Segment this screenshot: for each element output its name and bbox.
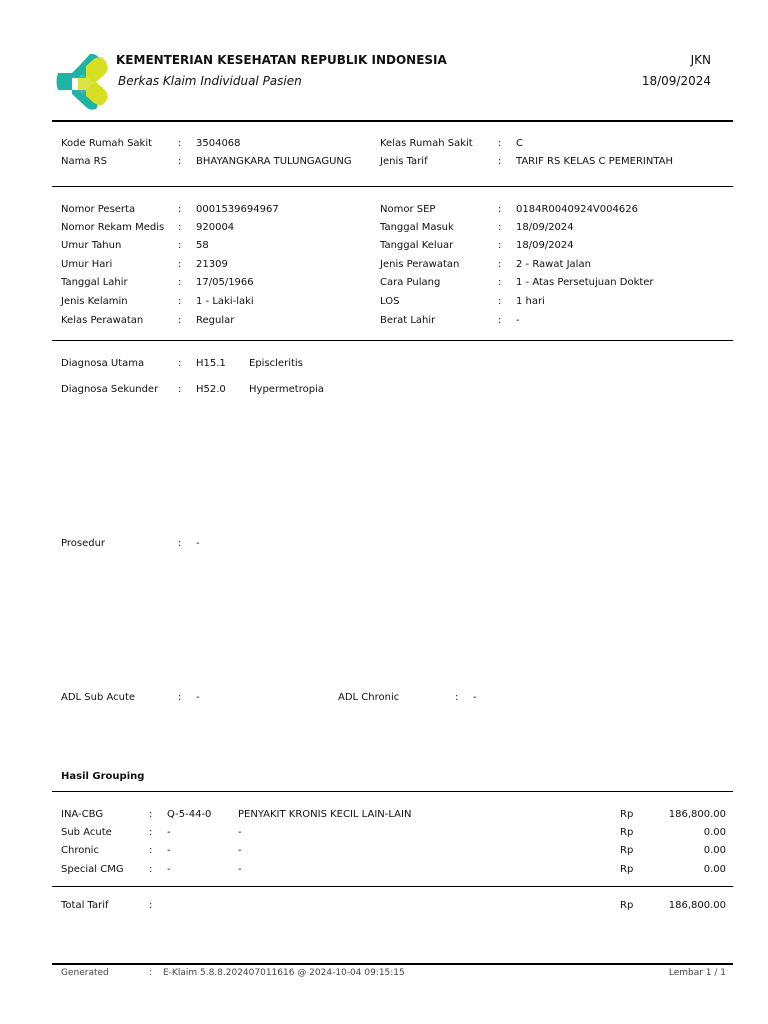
- pasien-label: Tanggal Keluar: [380, 240, 454, 251]
- diagnosa-sekunder-desc: Hypermetropia: [249, 384, 324, 395]
- colon: :: [455, 692, 459, 703]
- pasien-value: 0184R0040924V004626: [516, 204, 638, 215]
- pasien-value: 0001539694967: [196, 204, 279, 215]
- grouping-row-amount: 0.00: [703, 864, 726, 875]
- grouping-row-code: -: [167, 845, 171, 856]
- kelas-rs-label: Kelas Rumah Sakit: [380, 138, 473, 149]
- grouping-row-desc: -: [238, 827, 242, 838]
- pasien-label: Nomor Rekam Medis: [61, 222, 165, 233]
- colon: :: [498, 296, 502, 307]
- footer-divider: [52, 963, 733, 965]
- kode-rs-label: Kode Rumah Sakit: [61, 138, 153, 149]
- generated-value: E-Klaim 5.8.8.202407011616 @ 2024-10-04 09:15:15: [163, 968, 405, 978]
- grouping-row-code: -: [167, 827, 171, 838]
- prosedur-value: -: [196, 538, 200, 549]
- colon: :: [498, 277, 502, 288]
- pasien-value: 21309: [196, 259, 228, 270]
- header-divider: [52, 120, 733, 122]
- grouping-row-desc: PENYAKIT KRONIS KECIL LAIN-LAIN: [238, 809, 412, 820]
- program-label: JKN: [690, 53, 711, 67]
- pasien-label: Tanggal Lahir: [61, 277, 128, 288]
- colon: :: [149, 864, 153, 875]
- grouping-row-currency: Rp: [620, 809, 634, 820]
- diagnosa-sekunder-label: Diagnosa Sekunder: [61, 384, 159, 395]
- pasien-label: Tanggal Masuk: [380, 222, 454, 233]
- pasien-value: 18/09/2024: [516, 222, 574, 233]
- pasien-label: Umur Hari: [61, 259, 113, 270]
- colon: :: [178, 277, 182, 288]
- page-number: Lembar 1 / 1: [668, 968, 726, 978]
- colon: :: [178, 156, 182, 167]
- pasien-value: 18/09/2024: [516, 240, 574, 251]
- jenis-tarif-value: TARIF RS KELAS C PEMERINTAH: [516, 156, 674, 167]
- pasien-label: Berat Lahir: [380, 315, 436, 326]
- colon: :: [498, 259, 502, 270]
- pasien-value: 1 - Laki-laki: [196, 296, 254, 307]
- pasien-value: 920004: [196, 222, 235, 233]
- pasien-value: 17/05/1966: [196, 277, 254, 288]
- colon: :: [149, 827, 153, 838]
- nama-rs-label: Nama RS: [61, 156, 107, 167]
- pasien-value: 1 hari: [516, 296, 545, 307]
- pasien-value: 1 - Atas Persetujuan Dokter: [516, 277, 654, 288]
- pasien-value: -: [516, 315, 520, 326]
- document-date: 18/09/2024: [641, 74, 711, 88]
- colon: :: [178, 358, 182, 369]
- colon: :: [178, 538, 182, 549]
- colon: :: [498, 156, 502, 167]
- grouping-row-amount: 186,800.00: [668, 809, 726, 820]
- generated-label: Generated: [61, 968, 109, 978]
- colon: :: [178, 692, 182, 703]
- colon: :: [178, 259, 182, 270]
- jenis-tarif-label: Jenis Tarif: [380, 156, 428, 167]
- colon: :: [149, 968, 153, 978]
- colon: :: [178, 240, 182, 251]
- colon: :: [178, 296, 182, 307]
- pasien-label: Cara Pulang: [380, 277, 441, 288]
- grouping-row-label: Special CMG: [61, 864, 124, 875]
- prosedur-label: Prosedur: [61, 538, 106, 549]
- colon: :: [178, 138, 182, 149]
- pasien-label: Jenis Kelamin: [61, 296, 128, 307]
- total-tarif-amount: 186,800.00: [668, 900, 726, 911]
- grouping-row-currency: Rp: [620, 864, 634, 875]
- pasien-value: 2 - Rawat Jalan: [516, 259, 591, 270]
- kode-rs-value: 3504068: [196, 138, 241, 149]
- adl-chronic-label: ADL Chronic: [338, 692, 400, 703]
- pasien-label: Kelas Perawatan: [61, 315, 144, 326]
- colon: :: [498, 204, 502, 215]
- grouping-row-amount: 0.00: [703, 845, 726, 856]
- grouping-row-amount: 0.00: [703, 827, 726, 838]
- colon: :: [498, 138, 502, 149]
- pasien-value: Regular: [196, 315, 235, 326]
- diagnosa-utama-label: Diagnosa Utama: [61, 358, 145, 369]
- diagnosa-sekunder-code: H52.0: [196, 384, 226, 395]
- total-tarif-currency: Rp: [620, 900, 634, 911]
- colon: :: [498, 240, 502, 251]
- colon: :: [178, 384, 182, 395]
- section-divider: [52, 340, 733, 341]
- colon: :: [498, 222, 502, 233]
- colon: :: [178, 315, 182, 326]
- colon: :: [178, 204, 182, 215]
- adl-sub-acute-value: -: [196, 692, 200, 703]
- grouping-row-desc: -: [238, 864, 242, 875]
- adl-sub-acute-label: ADL Sub Acute: [61, 692, 136, 703]
- colon: :: [149, 845, 153, 856]
- ministry-title: KEMENTERIAN KESEHATAN REPUBLIK INDONESIA: [116, 53, 447, 67]
- kelas-rs-value: C: [516, 138, 523, 149]
- pasien-label: Jenis Perawatan: [380, 259, 460, 270]
- grouping-row-desc: -: [238, 845, 242, 856]
- pasien-value: 58: [196, 240, 209, 251]
- grouping-row-code: -: [167, 864, 171, 875]
- pasien-label: Nomor SEP: [380, 204, 436, 215]
- section-divider: [52, 186, 733, 187]
- pasien-label: Umur Tahun: [61, 240, 122, 251]
- section-divider: [52, 791, 733, 792]
- grouping-title: Hasil Grouping: [61, 771, 145, 782]
- colon: :: [149, 809, 153, 820]
- grouping-row-label: Chronic: [61, 845, 99, 856]
- kemenkes-logo: [52, 50, 114, 112]
- grouping-row-currency: Rp: [620, 845, 634, 856]
- pasien-label: LOS: [380, 296, 400, 307]
- colon: :: [498, 315, 502, 326]
- grouping-row-currency: Rp: [620, 827, 634, 838]
- colon: :: [149, 900, 153, 911]
- grouping-row-label: INA-CBG: [61, 809, 104, 820]
- grouping-row-code: Q-5-44-0: [167, 809, 212, 820]
- section-divider: [52, 886, 733, 887]
- adl-chronic-value: -: [473, 692, 477, 703]
- document-subtitle: Berkas Klaim Individual Pasien: [118, 74, 302, 88]
- grouping-row-label: Sub Acute: [61, 827, 112, 838]
- diagnosa-utama-code: H15.1: [196, 358, 226, 369]
- colon: :: [178, 222, 182, 233]
- total-tarif-label: Total Tarif: [61, 900, 109, 911]
- nama-rs-value: BHAYANGKARA TULUNGAGUNG: [196, 156, 352, 167]
- diagnosa-utama-desc: Episcleritis: [249, 358, 303, 369]
- pasien-label: Nomor Peserta: [61, 204, 136, 215]
